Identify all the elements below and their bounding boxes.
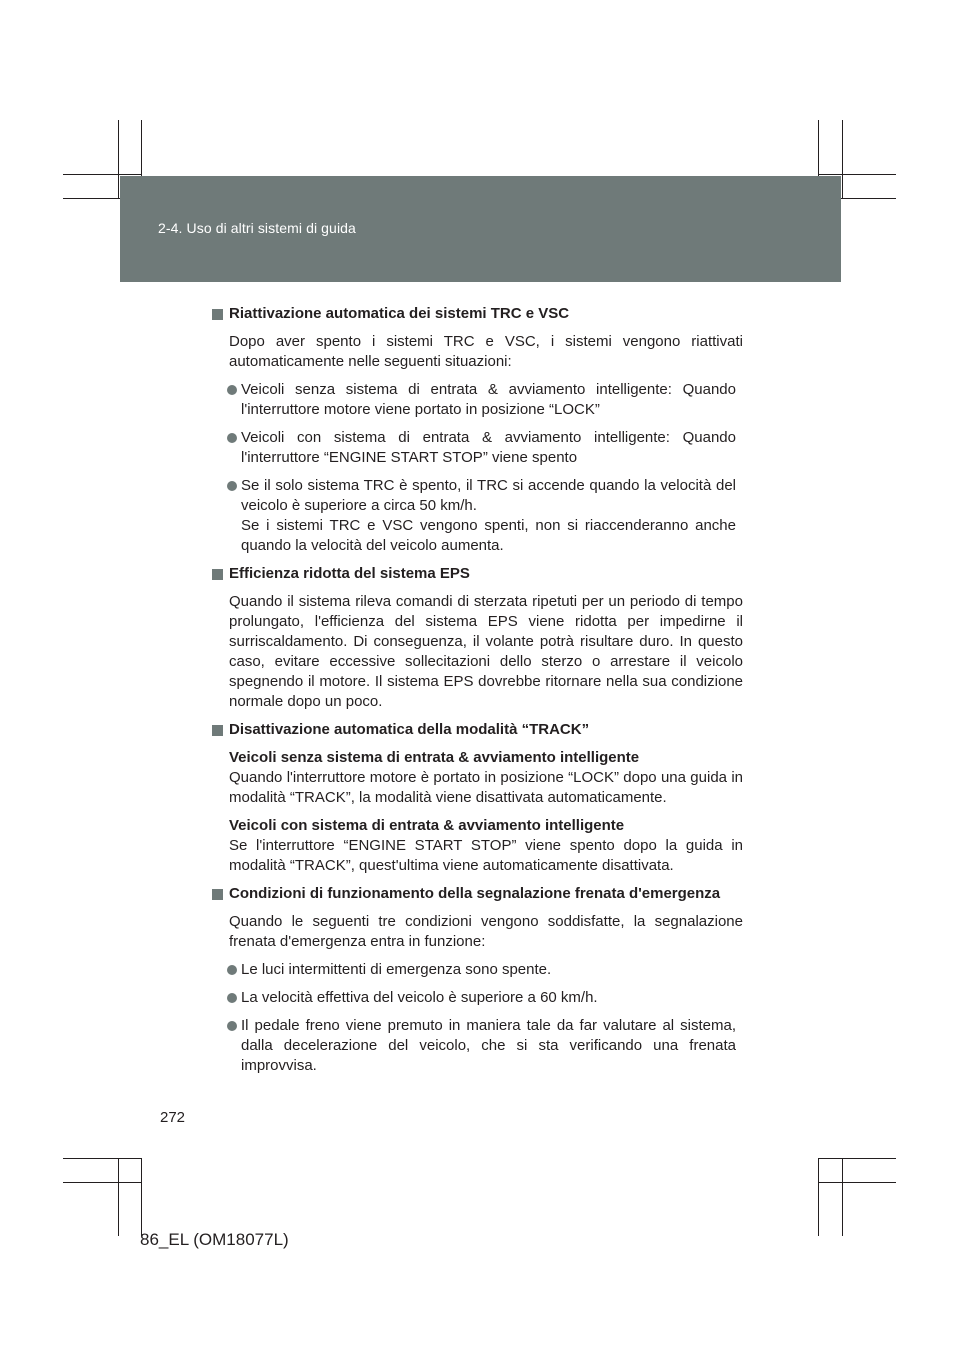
paragraph: Quando il sistema rileva comandi di sterzata ripetuti per un periodo di tempo prolungato, l'efficienza del sistema EPS viene ridotta per impedirne il surriscaldamento. Di conseguenza, il volante potrà risultare duro. In questo caso, evitare eccessive sollecitazioni dello sterzo o arrestare il veicolo spegnendo il motore. Il sistema EPS dovrebbe ritornare nella sua condizione normale dopo un poco. <box>229 593 743 710</box>
square-bullet-icon <box>212 725 223 736</box>
list-item-text: Veicoli con sistema di entrata & avviamento intelligente: Quando l'interruttore “ENGINE START STOP” viene spento <box>241 429 736 466</box>
paragraph: Dopo aver spento i sistemi TRC e VSC, i sistemi vengono riattivati automaticamente nelle seguenti situazioni: <box>229 333 743 370</box>
crop-mark <box>63 1182 141 1183</box>
circle-bullet-icon <box>227 481 237 491</box>
list-item-text: La velocità effettiva del veicolo è superiore a 60 km/h. <box>241 989 598 1006</box>
circle-bullet-icon <box>227 385 237 395</box>
list-item <box>212 988 743 1008</box>
crop-mark <box>818 1182 896 1183</box>
heading-text: Efficienza ridotta del sistema EPS <box>229 565 470 582</box>
list-item-text: Veicoli senza sistema di entrata & avviamento intelligente: Quando l'interruttore motore viene portato in posizione “LOCK” <box>241 381 736 418</box>
circle-bullet-icon <box>227 993 237 1003</box>
list-item-text: Il pedale freno viene premuto in maniera tale da far valutare al sistema, dalla decelerazione del veicolo, che si sta verificando una frenata improvvisa. <box>241 1017 736 1074</box>
section-heading <box>212 884 743 904</box>
crop-mark <box>118 1158 119 1236</box>
section-heading <box>212 720 743 740</box>
section-header-band <box>120 176 841 282</box>
page-content <box>212 304 743 1084</box>
crop-mark <box>842 1158 843 1236</box>
crop-mark <box>63 1158 141 1159</box>
list-item-text: Le luci intermittenti di emergenza sono spente. <box>241 961 552 978</box>
list-item <box>212 428 743 468</box>
square-bullet-icon <box>212 889 223 900</box>
crop-mark <box>63 174 141 175</box>
section-title: 2-4. Uso di altri sistemi di guida <box>158 220 356 236</box>
heading-text: Disattivazione automatica della modalità “TRACK” <box>229 721 590 738</box>
circle-bullet-icon <box>227 965 237 975</box>
document-code: 86_EL (OM18077L) <box>140 1230 289 1249</box>
list-item-text: Se il solo sistema TRC è spento, il TRC si accende quando la velocità del veicolo è superiore a circa 50 km/h. <box>241 477 736 514</box>
section-heading <box>212 564 743 584</box>
list-item <box>212 476 743 556</box>
heading-text: Riattivazione automatica dei sistemi TRC e VSC <box>229 305 570 322</box>
subsection-title: Veicoli senza sistema di entrata & avviamento intelligente <box>229 749 640 766</box>
square-bullet-icon <box>212 309 223 320</box>
list-item-text: Se i sistemi TRC e VSC vengono spenti, non si riaccenderanno anche quando la velocità del veicolo aumenta. <box>241 517 736 554</box>
circle-bullet-icon <box>227 433 237 443</box>
crop-mark <box>842 120 843 198</box>
paragraph: Se l'interruttore “ENGINE START STOP” viene spento dopo la guida in modalità “TRACK”, quest'ultima viene automaticamente disattivata. <box>229 837 743 874</box>
list-item <box>212 380 743 420</box>
circle-bullet-icon <box>227 1021 237 1031</box>
square-bullet-icon <box>212 569 223 580</box>
page-number: 272 <box>160 1109 186 1126</box>
section-heading <box>212 304 743 324</box>
crop-mark <box>818 1158 819 1236</box>
subsection-title: Veicoli con sistema di entrata & avviamento intelligente <box>229 817 625 834</box>
crop-mark <box>818 174 896 175</box>
paragraph: Quando l'interruttore motore è portato in posizione “LOCK” dopo una guida in modalità “TRACK”, la modalità viene disattivata automaticamente. <box>229 769 743 806</box>
crop-mark <box>818 1158 896 1159</box>
crop-mark <box>141 1158 142 1236</box>
heading-text: Condizioni di funzionamento della segnalazione frenata d'emergenza <box>229 885 721 902</box>
list-item <box>212 1016 743 1076</box>
crop-mark <box>118 120 119 198</box>
list-item <box>212 960 743 980</box>
paragraph: Quando le seguenti tre condizioni vengono soddisfatte, la segnalazione frenata d'emergenza entra in funzione: <box>229 913 743 950</box>
